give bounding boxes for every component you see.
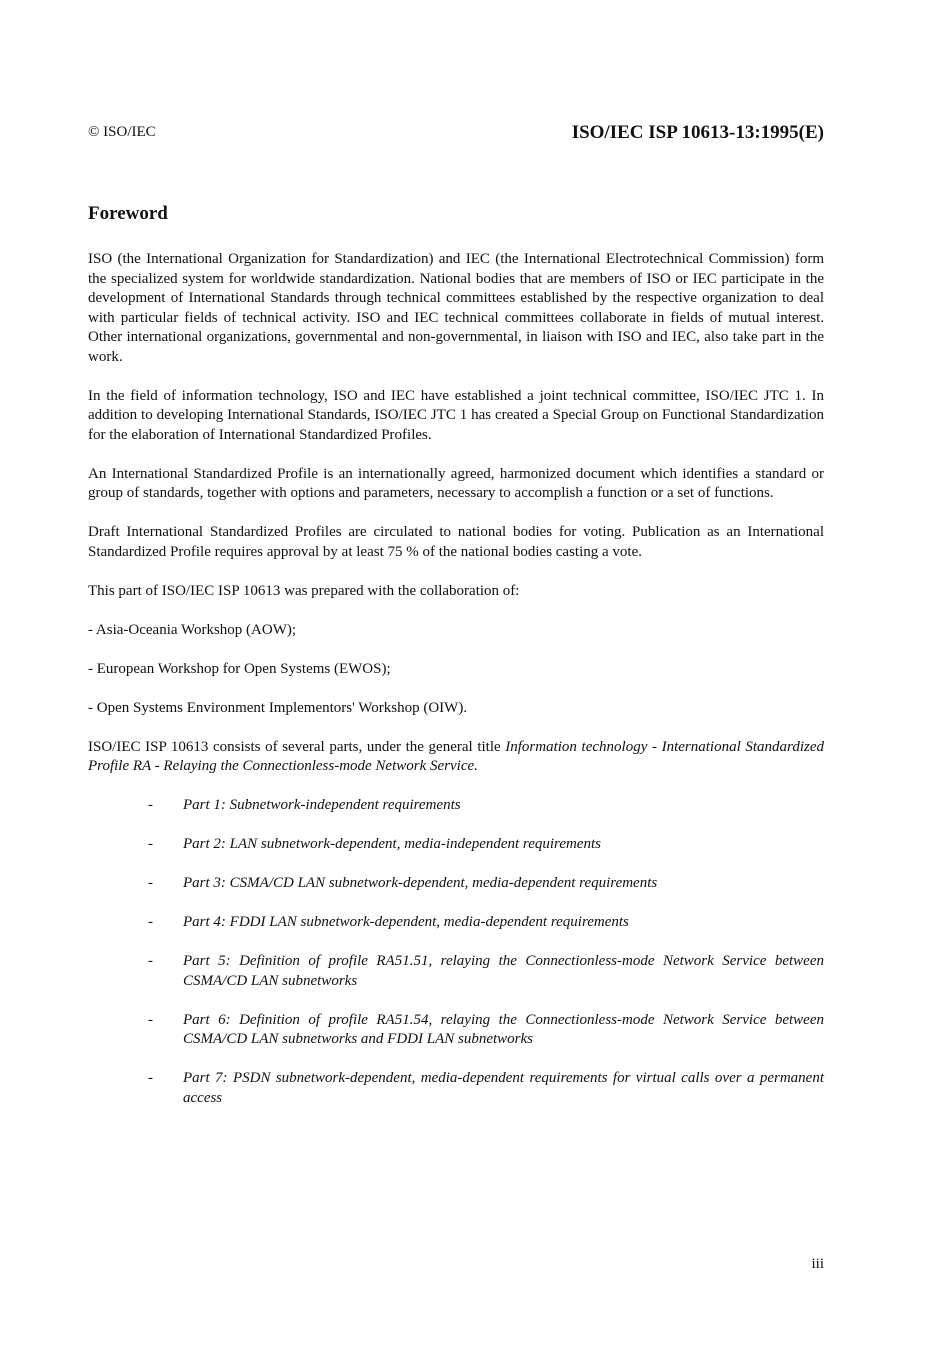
list-dash: - <box>148 953 153 969</box>
document-body <box>88 250 824 1128</box>
page-title: Foreword <box>88 203 168 224</box>
list-item: - Open Systems Environment Implementors' Workshop (OIW). <box>88 699 468 716</box>
document-page <box>88 0 824 1363</box>
list-dash: - <box>148 914 153 930</box>
general-title: Information technology - International Standardized Profile RA - Relaying the Connectionless-mode Network Service. <box>88 738 824 774</box>
page-number: iii <box>811 1256 824 1272</box>
list-item <box>88 874 824 894</box>
list-item <box>88 952 824 991</box>
collaborator-list <box>88 621 824 719</box>
part-title: Part 6: Definition of profile RA51.54, relaying the Connectionless-mode Network Service between CSMA/CD LAN subnetworks and FDDI LAN subnetworks <box>183 1011 824 1047</box>
part-title: Part 7: PSDN subnetwork-dependent, media-dependent requirements for virtual calls over a permanent access <box>183 1070 824 1106</box>
paragraph-parts-intro <box>88 738 824 777</box>
part-title: Part 3: CSMA/CD LAN subnetwork-dependent, media-dependent requirements <box>183 875 658 891</box>
list-dash: - <box>148 797 153 813</box>
list-item: - European Workshop for Open Systems (EWOS); <box>88 660 391 677</box>
paragraph-isp-definition: An International Standardized Profile is an internationally agreed, harmonized document which identifies a standard or group of standards, together with options and parameters, necessary to accomplish a function or a set of functions. <box>88 465 824 501</box>
list-dash: - <box>148 1070 153 1086</box>
paragraph-voting: Draft International Standardized Profiles are circulated to national bodies for voting. Publication as an International Standardized Profile requires approval by at least 75 % of the national bodies casting a vote. <box>88 524 824 560</box>
part-title: Part 4: FDDI LAN subnetwork-dependent, media-dependent requirements <box>183 914 629 930</box>
part-title: Part 5: Definition of profile RA51.51, relaying the Connectionless-mode Network Service between CSMA/CD LAN subnetworks <box>183 953 824 989</box>
list-item: - Asia-Oceania Workshop (AOW); <box>88 621 297 638</box>
list-item <box>88 1069 824 1108</box>
copyright-notice: © ISO/IEC <box>88 124 156 140</box>
list-item <box>88 835 824 855</box>
list-item <box>88 913 824 933</box>
paragraph-iso-iec: ISO (the International Organization for Standardization) and IEC (the International Electrotechnical Commission) form the specialized system for worldwide standardization. National bodies that are members of ISO or IEC participate in the development of International Standards through technical committees established by the respective organization to deal with particular fields of technical activity. ISO and IEC technical committees collaborate in fields of mutual interest. Other international organizations, governmental and non-governmental, in liaison with ISO and IEC, also take part in the work. <box>88 251 824 365</box>
list-dash: - <box>148 875 153 891</box>
parts-list <box>88 796 824 1108</box>
part-title: Part 1: Subnetwork-independent requirements <box>183 797 461 813</box>
part-title: Part 2: LAN subnetwork-dependent, media-independent requirements <box>183 836 601 852</box>
page-header <box>88 122 824 146</box>
paragraph-jtc1: In the field of information technology, ISO and IEC have established a joint technical committee, ISO/IEC JTC 1. In addition to developing International Standards, ISO/IEC JTC 1 has created a Special Group on Functional Standardization for the elaboration of International Standardized Profiles. <box>88 387 824 443</box>
list-dash: - <box>148 836 153 852</box>
document-identifier: ISO/IEC ISP 10613-13:1995(E) <box>571 122 824 143</box>
parts-intro-text: ISO/IEC ISP 10613 consists of several parts, under the general title <box>88 738 506 755</box>
list-item <box>88 796 824 816</box>
list-dash: - <box>148 1011 153 1028</box>
list-item <box>88 1011 824 1050</box>
paragraph-collaboration-intro: This part of ISO/IEC ISP 10613 was prepared with the collaboration of: <box>88 582 520 599</box>
